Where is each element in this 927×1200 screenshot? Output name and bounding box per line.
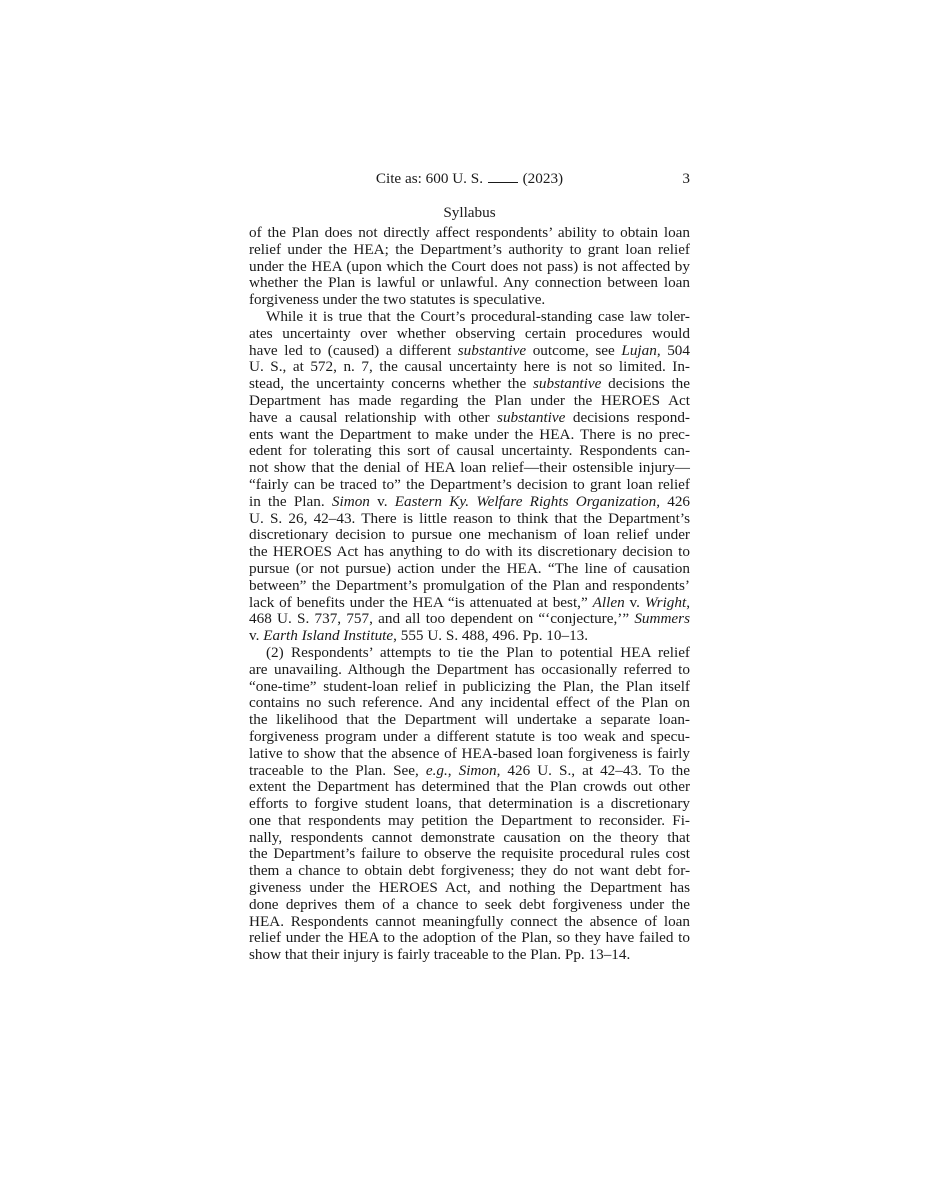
citation-year: (2023) <box>522 170 564 187</box>
page-number: 3 <box>682 170 690 187</box>
text-line: lative to show that the absence of HEA-based loan forgiveness is fairly <box>249 744 690 762</box>
text-line: (2) Respondents’ attempts to tie the Plan to potential HEA relief <box>266 643 690 661</box>
text-line: extent the Department has determined that the Plan crowds out other <box>249 778 690 796</box>
text-line: “fairly can be traced to” the Department’s decision to grant loan relief <box>249 475 690 493</box>
text-line: 468 U. S. 737, 757, and all too dependent on “‘conjecture,’” Summers <box>249 610 690 628</box>
text-line: pursue (or not pursue) action under the HEA. “The line of causation <box>249 559 690 577</box>
text-line: nally, respondents cannot demonstrate causation on the theory that <box>249 828 690 846</box>
text-line: are unavailing. Although the Department has occasionally referred to <box>249 660 690 678</box>
text-line: relief under the HEA; the Department’s authority to grant loan relief <box>249 240 690 258</box>
text-line: contains no such reference. And any incidental effect of the Plan on <box>249 694 690 712</box>
text-line: show that their injury is fairly traceable to the Plan. Pp. 13–14. <box>249 946 631 964</box>
text-line: edent for tolerating this sort of causal uncertainty. Respondents can- <box>249 442 690 460</box>
text-line: one that respondents may petition the Department to reconsider. Fi- <box>249 811 690 829</box>
text-line: the Department’s failure to observe the requisite procedural rules cost <box>249 845 690 863</box>
text-line: in the Plan. Simon v. Eastern Ky. Welfare Rights Organization, 426 <box>249 492 691 510</box>
text-line: the HEROES Act has anything to do with its discretionary decision to <box>249 543 690 561</box>
text-line: have a causal relationship with other substantive decisions respond- <box>249 408 690 426</box>
text-line: ents want the Department to make under the HEA. There is no prec- <box>249 425 690 443</box>
text-line: relief under the HEA to the adoption of the Plan, so they have failed to <box>249 929 690 947</box>
text-line: stead, the uncertainty concerns whether the substantive decisions the <box>249 375 691 393</box>
document-page <box>249 168 690 964</box>
text-line: forgiveness program under a different statute is too weak and specu- <box>249 727 690 745</box>
text-line: have led to (caused) a different substantive outcome, see Lujan, 504 <box>249 341 690 359</box>
text-line: under the HEA (upon which the Court does not pass) is not affected by <box>249 257 690 275</box>
syllabus-body <box>249 225 690 964</box>
text-line: U. S. 26, 42–43. There is little reason to think that the Department’s <box>249 509 690 527</box>
text-line: U. S., at 572, n. 7, the causal uncertainty here is not so limited. In- <box>249 358 690 376</box>
text-line: ates uncertainty over whether observing certain procedures would <box>249 324 690 342</box>
running-head <box>249 168 690 190</box>
text-line: done deprives them of a chance to seek debt forgiveness under the <box>249 895 690 913</box>
text-line: traceable to the Plan. See, e.g., Simon, 426 U. S., at 42–43. To the <box>249 761 690 779</box>
text-line: While it is true that the Court’s procedural-standing case law toler- <box>266 307 690 325</box>
text-line: forgiveness under the two statutes is speculative. <box>249 291 546 309</box>
text-line: of the Plan does not directly affect respondents’ ability to obtain loan <box>249 224 690 241</box>
text-line: between” the Department’s promulgation of the Plan and respondents’ <box>249 576 690 594</box>
section-title: Syllabus <box>443 204 496 221</box>
text-line: them a chance to obtain debt forgiveness; they do not want debt for- <box>249 862 690 880</box>
text-line: giveness under the HEROES Act, and nothing the Department has <box>249 879 690 897</box>
citation-prefix: Cite as: 600 U. S. <box>375 170 484 187</box>
text-line: Department has made regarding the Plan under the HEROES Act <box>249 391 690 409</box>
text-line: v. Earth Island Institute, 555 U. S. 488, 496. Pp. 10–13. <box>249 627 589 645</box>
text-line: whether the Plan is lawful or unlawful. Any connection between loan <box>249 274 690 292</box>
text-line: discretionary decision to pursue one mechanism of loan relief under <box>249 526 690 544</box>
text-line: the likelihood that the Department will undertake a separate loan- <box>249 711 690 729</box>
text-line: HEA. Respondents cannot meaningfully connect the absence of loan <box>249 912 690 930</box>
text-line: “one-time” student-loan relief in publicizing the Plan, the Plan itself <box>249 677 690 695</box>
citation-line <box>249 168 690 190</box>
text-line: not show that the denial of HEA loan relief—their ostensible injury— <box>249 459 690 477</box>
text-line: efforts to forgive student loans, that determination is a discretionary <box>249 795 690 813</box>
volume-page-blank <box>488 170 518 183</box>
text-line: lack of benefits under the HEA “is attenuated at best,” Allen v. Wright, <box>249 593 690 611</box>
